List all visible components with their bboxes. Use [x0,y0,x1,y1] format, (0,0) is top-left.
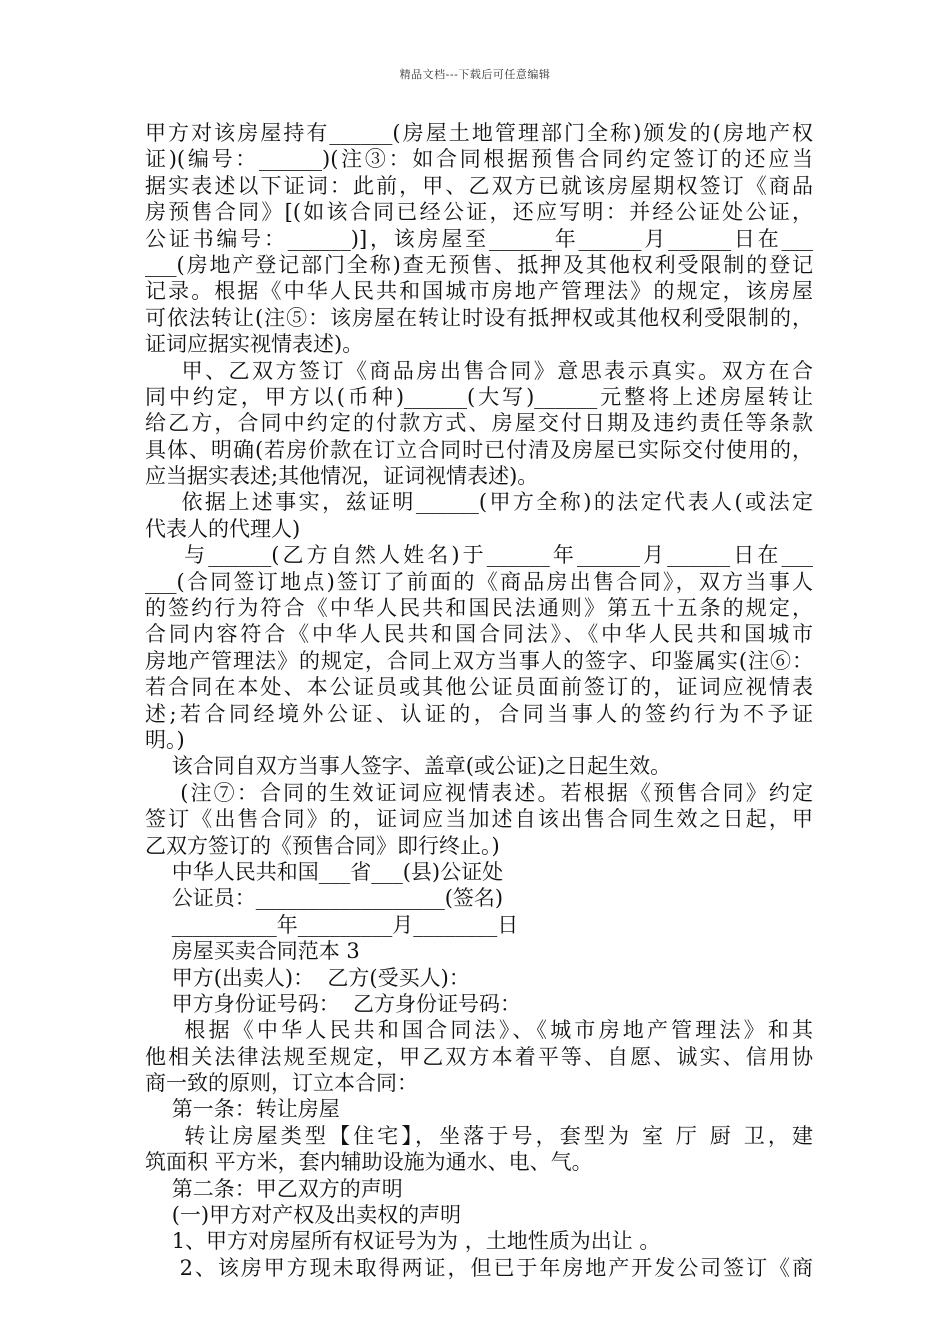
text-line: 房预售合同》[(如该合同已经公证，还应写明：并经公证处公证， [145,200,813,225]
text-line: 甲方对该房屋持有______(房屋土地管理部门全称)颁发的(房地产权 [145,121,813,145]
text-line: 依据上述事实，兹证明______(甲方全称)的法定代表人(或法定 [145,490,813,515]
text-line: 他相关法律法规至规定，甲乙双方本着平等、自愿、诚实、信用协 [145,1044,813,1069]
text-line: 甲方(出卖人)： 乙方(受买人)： [145,965,470,990]
text-line: 筑面积 平方米，套内辅助设施为通水、电、气。 [145,1150,593,1175]
text-line: 据实表述以下证词：此前，甲、乙双方已就该房屋期权签订《商品 [145,173,813,198]
text-line: (注⑦：合同的生效证词应视情表述。若根据《预售合同》约定 [145,780,813,805]
text-line: 商一致的原则，订立本合同： [145,1071,418,1096]
text-line: 根据《中华人民共和国合同法》、《城市房地产管理法》和其 [145,1018,813,1043]
text-line: 代表人的代理人) [145,516,301,541]
text-line: 中华人民共和国___省___(县)公证处 [145,859,504,884]
text-line: 给乙方，合同中约定的付款方式、房屋交付日期及违约责任等条款 [145,411,813,436]
text-line: 公证书编号：______)]，该房屋至______年______月______日在___ [145,226,813,251]
text-line: 与______(乙方自然人姓名)于______年______月______日在___ [145,543,813,568]
text-line: 述;若合同经境外公证、认证的，合同当事人的签约行为不予证 [145,701,813,726]
text-line: 应当据实表述;其他情况，证词视情表述)。 [145,464,539,489]
document-body [145,120,813,1281]
text-line: 的签约行为符合《中华人民共和国民法通则》第五十五条的规定， [145,596,813,621]
text-line: (一)甲方对产权及出卖权的声明 [145,1203,462,1228]
text-line: 明。) [145,727,185,752]
text-line: 第一条：转让房屋 [145,1097,340,1122]
text-line: 公证员：__________________(签名) [145,886,504,911]
text-line: 记录。根据《中华人民共和国城市房地产管理法》的规定，该房屋 [145,279,813,304]
text-line: 乙双方签订的《预售合同》即行终止。) [145,833,500,858]
text-line: 2、该房甲方现未取得两证，但已于年房地产开发公司签订《商 [145,1255,813,1280]
text-line: 1、甲方对房屋所有权证号为为 ，土地性质为出让 。 [145,1229,661,1254]
text-line: 证词应据实视情表述)。 [145,332,364,357]
text-line: 若合同在本处、本公证员或其他公证员面前签订的，证词应视情表 [145,675,813,700]
text-line: 签订《出售合同》的，证词应当加述自该出售合同生效之日起，甲 [145,807,813,832]
text-line: 第二条：甲乙双方的声明 [145,1176,403,1201]
text-line: 转让房屋类型【住宅】，坐落于号，套型为 室 厅 厨 卫，建 [145,1123,813,1148]
page-header: 精品文档---下载后可任意编辑 [399,68,551,81]
text-line: 同中约定，甲方以(币种)______(大写)______元整将上述房屋转让 [145,384,813,409]
text-line: 甲、乙双方签订《商品房出售合同》意思表示真实。双方在合 [145,358,813,383]
text-line: 具体、明确(若房价款在订立合同时已付清及房屋已实际交付使用的， [145,437,813,462]
text-line: 证)(编号：______)(注③：如合同根据预售合同约定签订的还应当 [145,147,813,172]
text-line: 合同内容符合《中华人民共和国合同法》、《中华人民共和国城市 [145,622,813,647]
text-line: ___(合同签订地点)签订了前面的《商品房出售合同》，双方当事人 [145,569,813,594]
text-line: 可依法转让(注⑤：该房屋在转让时设有抵押权或其他权利受限制的， [145,305,813,330]
text-line: ___(房地产登记部门全称)查无预售、抵押及其他权利受限制的登记 [145,252,813,277]
text-line: 房地产管理法》的规定，合同上双方当事人的签字、印鉴属实(注⑥： [145,648,813,673]
text-line: 房屋买卖合同范本 3 [145,939,360,964]
text-line: __________年_________月________日 [145,912,519,937]
text-line: 甲方身份证号码： 乙方身份证号码： [145,991,522,1016]
text-line: 该合同自双方当事人签字、盖章(或公证)之日起生效。 [145,754,672,779]
